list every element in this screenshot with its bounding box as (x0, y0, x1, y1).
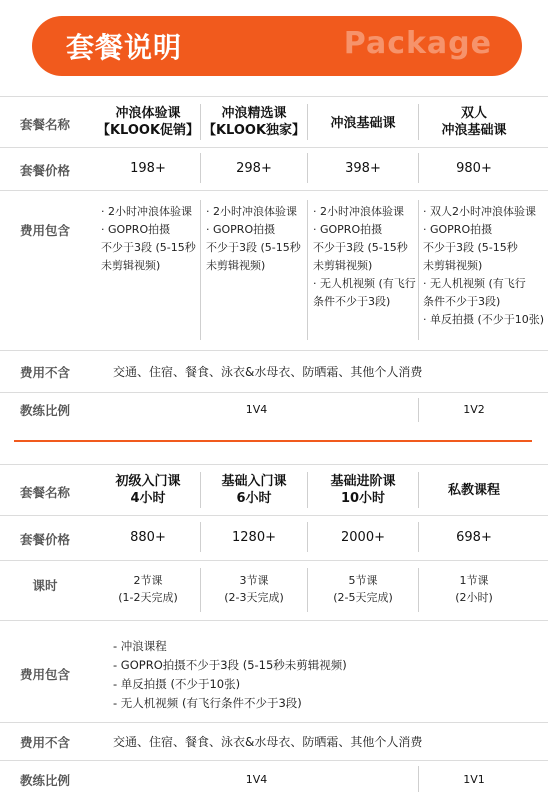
course-name-3: 基础进阶课 10小时 (330, 474, 396, 506)
excluded-text-2: 交通、住宿、餐食、泳衣&水母衣、防晒霜、其他个人消费 (113, 735, 423, 749)
included-list-section2: - 冲浪课程 - GOPRO拍摄不少于3段 (5-15秒未剪辑视频) - 单反拍摄 (不少于10张) - 无人机视频 (有飞行条件不少于3段) (113, 639, 347, 710)
course-name-4: 私教课程 (447, 483, 500, 498)
row-divider (0, 722, 548, 723)
section-divider (14, 440, 532, 442)
course-hours-2: 3节课 (2-3天完成) (224, 574, 284, 604)
label-package-name: 套餐名称 (19, 485, 70, 500)
label-excluded: 费用不含 (19, 735, 70, 750)
package-name-1: 冲浪体验课 【KLOOK促销】 (96, 106, 200, 138)
course-price-3: 2000+ (341, 530, 385, 545)
included-list-1: · 2小时冲浪体验课 · GOPRO拍摄 不少于3段 (5-15秒 未剪辑视频) (101, 205, 196, 272)
row-divider (0, 350, 548, 351)
label-package-price: 套餐价格 (19, 163, 70, 178)
course-price-1: 880+ (130, 530, 166, 545)
course-hours-4: 1节课 (2小时) (455, 574, 493, 604)
included-list-3: · 2小时冲浪体验课 · GOPRO拍摄 不少于3段 (5-15秒 未剪辑视频) · 无人机视频 (有飞行 条件不少于3段) (313, 205, 416, 308)
included-list-4: · 双人2小时冲浪体验课 · GOPRO拍摄 不少于3段 (5-15秒 未剪辑视频) · 无人机视频 (有飞行 条件不少于3段) · 单反拍摄 (不少于10张) (423, 205, 545, 326)
course-name-1: 初级入门课 4小时 (115, 474, 181, 506)
label-included: 费用包含 (19, 667, 70, 682)
row-divider (0, 190, 548, 191)
row-divider (0, 96, 548, 97)
label-class-hours: 课时 (32, 578, 58, 593)
coach-ratio-last-1: 1V2 (463, 403, 485, 416)
row-divider (0, 392, 548, 393)
course-price-2: 1280+ (232, 530, 276, 545)
label-package-price: 套餐价格 (19, 532, 70, 547)
row-divider (0, 515, 548, 516)
label-included: 费用包含 (19, 223, 70, 238)
page-header (32, 16, 522, 76)
package-price-3: 398+ (345, 161, 381, 176)
row-divider (0, 620, 548, 621)
label-package-name: 套餐名称 (19, 117, 70, 132)
course-price-4: 698+ (456, 530, 492, 545)
package-price-1: 198+ (130, 161, 166, 176)
coach-ratio-last-2: 1V1 (463, 773, 485, 786)
package-price-4: 980+ (456, 161, 492, 176)
col-divider (418, 200, 419, 340)
col-divider (307, 200, 308, 340)
excluded-text-1: 交通、住宿、餐食、泳衣&水母衣、防晒霜、其他个人消费 (113, 365, 423, 379)
label-excluded: 费用不含 (19, 365, 70, 380)
course-hours-1: 2节课 (1-2天完成) (118, 574, 178, 604)
course-name-2: 基础入门课 6小时 (221, 474, 287, 506)
page-subtitle: Package (343, 26, 492, 61)
package-name-4: 双人 冲浪基础课 (441, 106, 507, 138)
coach-ratio-main-2: 1V4 (245, 773, 268, 786)
coach-ratio-main-1: 1V4 (245, 403, 268, 416)
row-divider (0, 760, 548, 761)
row-divider (0, 147, 548, 148)
included-list-2: · 2小时冲浪体验课 · GOPRO拍摄 不少于3段 (5-15秒 未剪辑视频) (206, 205, 301, 272)
package-price-2: 298+ (236, 161, 272, 176)
label-coach-ratio: 教练比例 (19, 773, 70, 788)
page-title: 套餐说明 (66, 31, 183, 64)
label-coach-ratio: 教练比例 (19, 403, 70, 418)
package-name-3: 冲浪基础课 (330, 116, 396, 131)
course-hours-3: 5节课 (2-5天完成) (333, 574, 393, 604)
row-divider (0, 464, 548, 465)
row-divider (0, 560, 548, 561)
package-name-2: 冲浪精选课 【KLOOK独家】 (202, 106, 306, 138)
